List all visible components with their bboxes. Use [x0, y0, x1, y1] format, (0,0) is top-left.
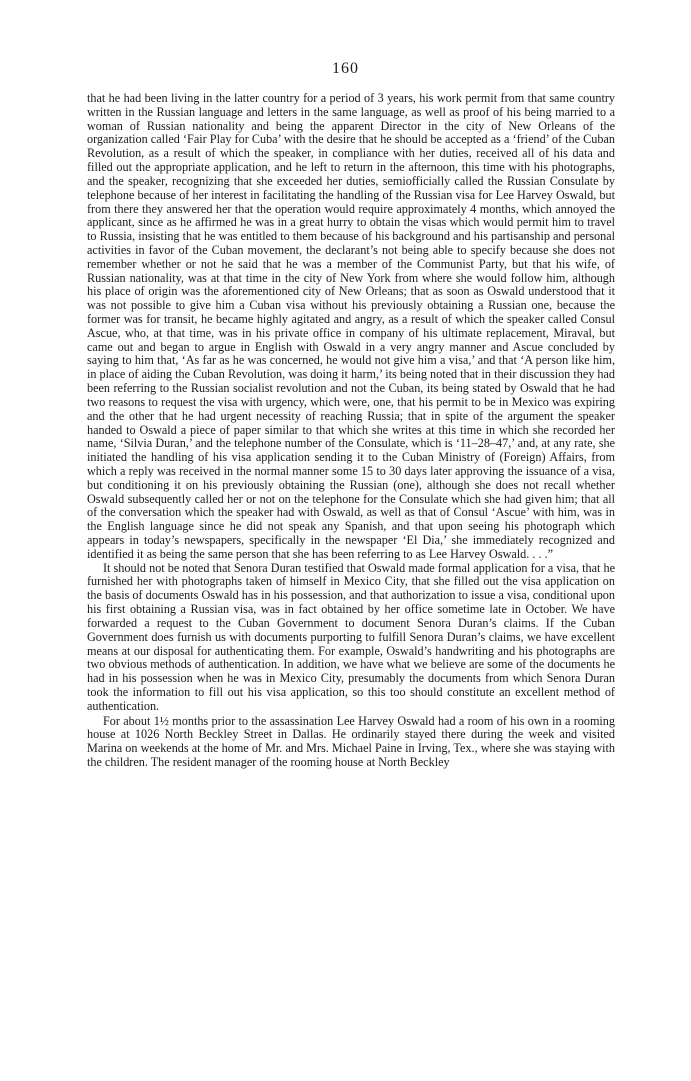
- paragraph-rooming-house: For about 1½ months prior to the assassination Lee Harvey Oswald had a room of his own in a rooming house at 1026 North Beckley Street in Dallas. He ordinarily stayed there during the week and visited Marina on weekends at the home of Mr. and Mrs. Michael Paine in Irving, Tex., where she was staying with the children. The resident manager of the rooming house at North Beckley: [87, 713, 615, 769]
- body-text: [87, 92, 615, 770]
- page-number: 160: [332, 60, 359, 77]
- paragraph-duran-statement: that he had been living in the latter country for a period of 3 years, his work permit from that same country written in the Russian language and letters in the same language, as well as proof of his being married to a woman of Russian nationality and being the apparent Director in the city of New Orleans of the organization called ‘Fair Play for Cuba’ with the desire that he should be accepted as a ‘friend’ of the Cuban Revolution, as a result of which the speaker, in compliance with her duties, received all of his data and filled out the appropriate application, and he left to return in the afternoon, this time with his photographs, and the speaker, recognizing that she exceeded her duties, semiofficially called the Russian Consulate by telephone because of her interest in facilitating the handling of the Russian visa for Lee Harvey Oswald, but from there they answered her that the operation would require approximately 4 months, which annoyed the applicant, since as he affirmed he was in a great hurry to obtain the visas which would permit him to travel to Russia, insisting that he was entitled to them because of his background and his partisanship and personal activities in favor of the Cuban movement, the declarant’s not being able to specify because she does not remember whether or not he said that he was a member of the Communist Party, but that his wife, of Russian nationality, was at that time in the city of New York from where she would follow him, although his place of origin was the aforementioned city of New Orleans; that as soon as Oswald understood that it was not possible to give him a Cuban visa without his previously obtaining a Russian one, because the former was for transit, he became highly agitated and angry, as a result of which the speaker called Consul Ascue, who, at that time, was in his private office in company of his ultimate replacement, Miraval, but came out and began to argue in English with Oswald in a very angry manner and Ascue concluded by saying to him that, ‘As far as he was concerned, he would not give him a visa,’ and that ‘A person like him, in place of aiding the Cuban Revolution, was doing it harm,’ its being noted that in their discussion they had been referring to the Russian socialist revolution and not the Cuban, its being stated by Oswald that he had two reasons to request the visa with urgency, which were, one, that his permit to be in Mexico was expiring and the other that he had urgent necessity of reaching Russia; that in spite of the argument the speaker handed to Oswald a piece of paper similar to that which she writes at this time in which she recorded her name, ‘Silvia Duran,’ and the telephone number of the Consulate, which is ‘11–28–47,’ and, at any rate, she initiated the handling of his visa application sending it to the Cuban Ministry of (Foreign) Affairs, from which a reply was received in the normal manner some 15 to 30 days later approving the issuance of a visa, but conditioning it on his previously obtaining the Russian (one), although she does not recall whether Oswald subsequently called her or not on the telephone for the Consulate which she had given him; that all of the conversation which the speaker had with Oswald, as well as that of Consul ‘Ascue’ with him, was in the English language since he did not speak any Spanish, and that upon seeing his photograph which appears in today’s newspapers, specifically in the newspaper ‘El Dia,’ she immediately recognized and identified it as being the same person that she has been referring to as Lee Harvey Oswald. . . .”: [87, 91, 615, 561]
- paragraph-visa-application: It should not be noted that Senora Duran testified that Oswald made formal application for a visa, that he furnished her with photographs taken of himself in Mexico City, that she filled out the visa application on the basis of documents Oswald has in his possession, and that authorization to issue a visa, conditional upon his first obtaining a Russian visa, was in fact obtained by her office sometime late in October. We have forwarded a request to the Cuban Government to document Senora Duran’s claims. If the Cuban Government does furnish us with documents purporting to fulfill Senora Duran’s claims, we have excellent means at our disposal for authenticating them. For example, Oswald’s handwriting and his photographs are two obvious methods of authentication. In addition, we have what we believe are some of the documents he had in his possession when he was in Mexico City, presumably the documents from which Senora Duran took the information to fill out his visa application, so this too should constitute an excellent method of authentication.: [87, 560, 615, 713]
